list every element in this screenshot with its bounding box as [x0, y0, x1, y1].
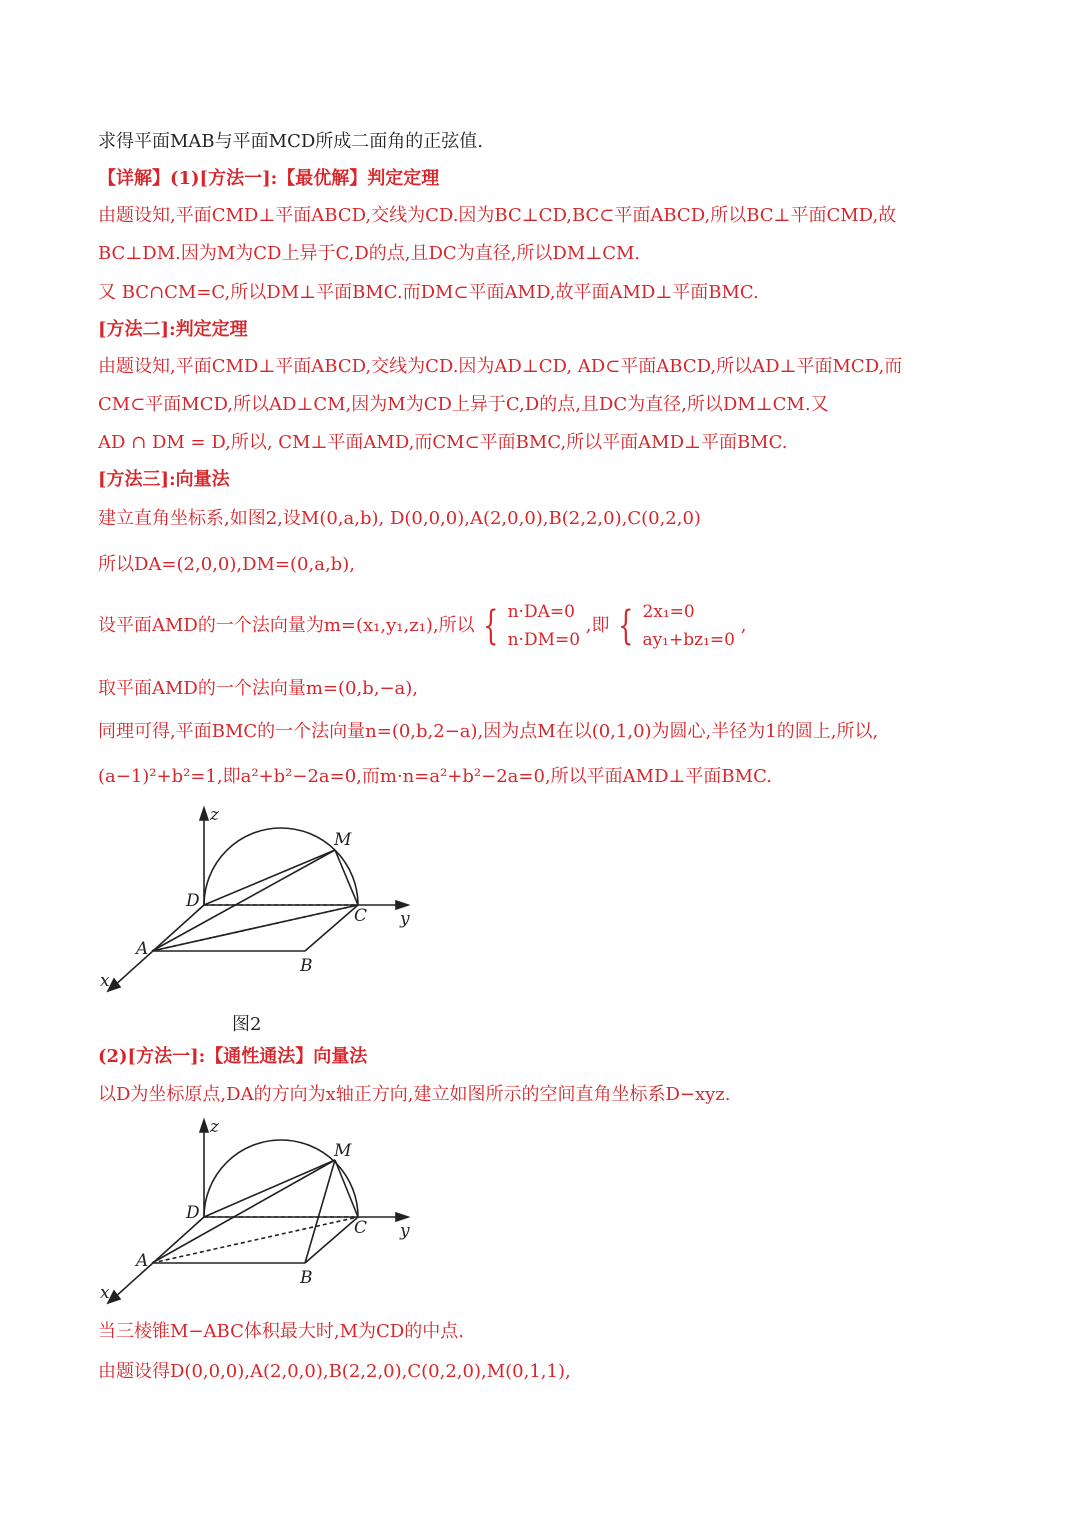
section-heading-4: (2)[方法一]:【通性通法】向量法	[98, 1046, 368, 1067]
label-C: C	[354, 906, 368, 926]
section-heading-2: [方法二]:判定定理	[98, 319, 248, 340]
text-line-3: 由题设知,平面CMD⊥平面ABCD,交线为CD.因为BC⊥CD,BC⊂平面ABCD,所以BC⊥平面CMD,故	[98, 205, 897, 226]
figure-caption: 图2	[232, 1014, 262, 1035]
equation-system-2	[642, 598, 735, 654]
equation-2b: ay₁+bz₁=0	[642, 630, 735, 650]
edge-MC	[335, 850, 358, 905]
equation-end: ,	[740, 615, 747, 636]
edge-BC	[305, 905, 358, 951]
text-line-18: 以D为坐标原点,DA的方向为x轴正方向,建立如图所示的空间直角坐标系D−xyz.	[98, 1084, 731, 1105]
label-A: A	[136, 939, 149, 959]
text-line-15: 同理可得,平面BMC的一个法向量n=(0,b,2−a),因为点M在以(0,1,0)为圆心,半径为1的圆上,所以,	[98, 721, 879, 742]
edge-MB	[305, 1160, 335, 1263]
label-D: D	[186, 891, 200, 911]
label-z: z	[210, 805, 219, 825]
text-line-11: 建立直角坐标系,如图2,设M(0,a,b), D(0,0,0),A(2,0,0),B(2,2,0),C(0,2,0)	[98, 508, 701, 529]
label-D: D	[186, 1203, 200, 1223]
equation-connector: ,即	[585, 615, 610, 636]
text-line-7: 由题设知,平面CMD⊥平面ABCD,交线为CD.因为AD⊥CD, AD⊂平面ABCD,所以AD⊥平面MCD,而	[98, 356, 903, 377]
x-arrow-icon	[108, 1291, 120, 1303]
label-M: M	[334, 830, 352, 850]
label-B: B	[300, 1268, 313, 1288]
label-z: z	[210, 1117, 219, 1137]
label-y: y	[400, 1221, 410, 1241]
label-M: M	[334, 1141, 352, 1161]
text-line-13	[98, 598, 746, 654]
label-A: A	[136, 1251, 149, 1271]
equation-1b: n·DM=0	[507, 630, 581, 650]
text-line-12: 所以DA=(2,0,0),DM=(0,a,b),	[98, 554, 355, 575]
edge-MC	[335, 1160, 358, 1217]
figure-coordinate-diagram	[90, 1112, 430, 1312]
left-brace-1: {	[483, 603, 499, 649]
z-arrow-icon	[200, 1120, 208, 1132]
text-line-14: 取平面AMD的一个法向量m=(0,b,−a),	[98, 678, 419, 699]
x-axis	[114, 1217, 204, 1298]
text-line-8: CM⊂平面MCD,所以AD⊥CM,因为M为CD上异于C,D的点,且DC为直径,所以DM⊥CM.又	[98, 394, 829, 415]
equation-1a: n·DA=0	[507, 602, 575, 622]
left-brace-2: {	[618, 603, 634, 649]
text-line-16: (a−1)²+b²=1,即a²+b²−2a=0,而m·n=a²+b²−2a=0,所以平面AMD⊥平面BMC.	[98, 766, 772, 787]
text-line-20: 由题设得D(0,0,0),A(2,0,0),B(2,2,0),C(0,2,0),M(0,1,1),	[98, 1361, 571, 1382]
label-x: x	[100, 971, 110, 991]
text-line-5: 又 BC∩CM=C,所以DM⊥平面BMC.而DM⊂平面AMD,故平面AMD⊥平面BMC.	[98, 282, 759, 303]
section-heading-1: 【详解】(1)[方法一]:【最优解】判定定理	[98, 168, 440, 189]
edge-AC-dashed	[152, 1217, 358, 1263]
edge-BC	[305, 1217, 358, 1263]
section-heading-3: [方法三]:向量法	[98, 469, 230, 490]
x-arrow-icon	[108, 979, 120, 991]
text-line-1: 求得平面MAB与平面MCD所成二面角的正弦值.	[98, 131, 484, 152]
figure-2-diagram	[90, 800, 430, 1000]
label-x: x	[100, 1283, 110, 1303]
equation-system-1	[508, 598, 580, 654]
edge-AM	[152, 850, 335, 951]
label-B: B	[300, 956, 313, 976]
x-axis	[114, 905, 204, 986]
edge-DM	[204, 850, 335, 905]
edge-DM	[204, 1160, 335, 1217]
edge-AM	[152, 1160, 335, 1263]
y-arrow-icon	[396, 901, 408, 909]
z-arrow-icon	[200, 808, 208, 820]
label-C: C	[354, 1218, 368, 1238]
text-line-4: BC⊥DM.因为M为CD上异于C,D的点,且DC为直径,所以DM⊥CM.	[98, 243, 641, 264]
normal-vector-intro: 设平面AMD的一个法向量为m=(x₁,y₁,z₁),所以	[98, 615, 475, 636]
text-line-9: AD ∩ DM = D,所以, CM⊥平面AMD,而CM⊂平面BMC,所以平面AMD⊥平面BMC.	[98, 432, 788, 453]
y-arrow-icon	[396, 1213, 408, 1221]
label-y: y	[400, 909, 410, 929]
equation-2a: 2x₁=0	[642, 602, 695, 622]
text-line-19: 当三棱锥M−ABC体积最大时,M为CD的中点.	[98, 1321, 464, 1342]
